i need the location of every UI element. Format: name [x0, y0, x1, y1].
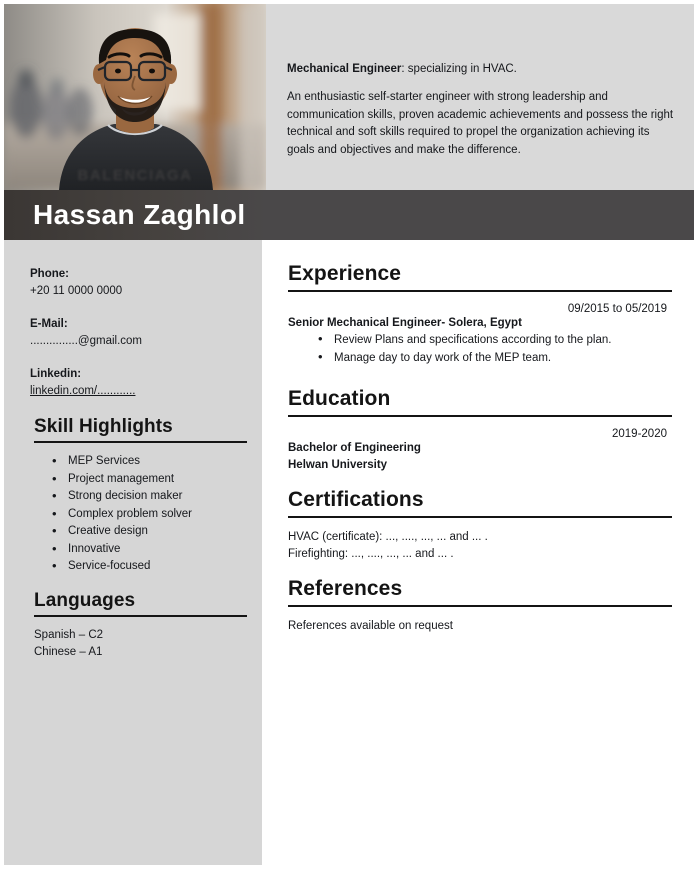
role-line	[287, 62, 679, 77]
education-date: 2019-2020	[612, 428, 667, 440]
role-rest: : specializing in HVAC.	[401, 63, 517, 75]
summary-text: An enthusiastic self-starter engineer with strong leadership and communication skills, proven academic achievements and possess the right technical and soft skills required to propel the organization achieving its goals and objectives and make the difference.	[287, 91, 674, 156]
role-title: Mechanical Engineer	[287, 63, 402, 75]
list-item: • Strong decision maker	[52, 488, 246, 506]
education-degree: Bachelor of Engineering	[288, 442, 421, 454]
language-item: Chinese – A1	[34, 646, 103, 658]
main-column	[262, 240, 694, 865]
references-heading: References	[288, 577, 403, 600]
contact-label: Linkedin:	[30, 368, 82, 380]
list-item: • Innovative	[52, 541, 246, 559]
education-heading: Education	[288, 387, 391, 410]
shirt-print-text: BALENCIAGA	[77, 167, 193, 184]
certification-line: Firefighting: ..., ...., ..., ... and ... .	[288, 547, 454, 560]
skills-list	[30, 453, 246, 576]
references-section	[288, 577, 672, 635]
name-banner	[4, 190, 694, 240]
education-rule	[288, 415, 672, 417]
list-item: • Service-focused	[52, 558, 246, 576]
experience-section	[288, 262, 672, 367]
experience-job-title: Senior Mechanical Engineer- Solera, Egypt	[288, 317, 522, 329]
list-item: • Manage day to day work of the MEP team.	[318, 349, 672, 367]
skills-rule	[34, 441, 247, 443]
header-band	[4, 4, 694, 190]
experience-bullets	[288, 331, 672, 367]
list-item: • Creative design	[52, 523, 246, 541]
education-section	[288, 387, 672, 473]
contact-linkedin	[30, 366, 246, 400]
linkedin-link[interactable]: linkedin.com/............	[30, 385, 136, 397]
profile-summary	[287, 62, 679, 159]
contact-email	[30, 316, 246, 350]
certifications-heading: Certifications	[288, 488, 424, 511]
language-item: Spanish – C2	[34, 628, 104, 641]
email-value: ...............@gmail.com	[30, 335, 143, 347]
contact-label: E-Mail:	[30, 318, 68, 330]
list-item: • MEP Services	[52, 453, 246, 471]
phone-value: +20 11 0000 0000	[30, 285, 123, 297]
contact-phone	[30, 266, 246, 300]
experience-date: 09/2015 to 05/2019	[567, 303, 667, 315]
languages-heading: Languages	[34, 589, 136, 611]
candidate-name: Hassan Zaghlol	[33, 199, 246, 230]
references-text: References available on request	[288, 620, 453, 632]
skills-heading: Skill Highlights	[34, 416, 173, 437]
profile-photo	[4, 4, 266, 190]
certifications-section	[288, 488, 672, 562]
list-item: • Review Plans and specifications according to the plan.	[318, 331, 672, 349]
list-item: • Project management	[52, 471, 246, 489]
experience-heading: Experience	[288, 262, 402, 285]
languages-rule	[34, 615, 247, 617]
sidebar	[4, 240, 262, 865]
contact-label: Phone:	[30, 268, 69, 280]
certification-line: HVAC (certificate): ..., ...., ..., ... and ... .	[288, 531, 488, 543]
experience-rule	[288, 290, 672, 292]
list-item: • Complex problem solver	[52, 506, 246, 524]
education-school: Helwan University	[288, 458, 388, 471]
